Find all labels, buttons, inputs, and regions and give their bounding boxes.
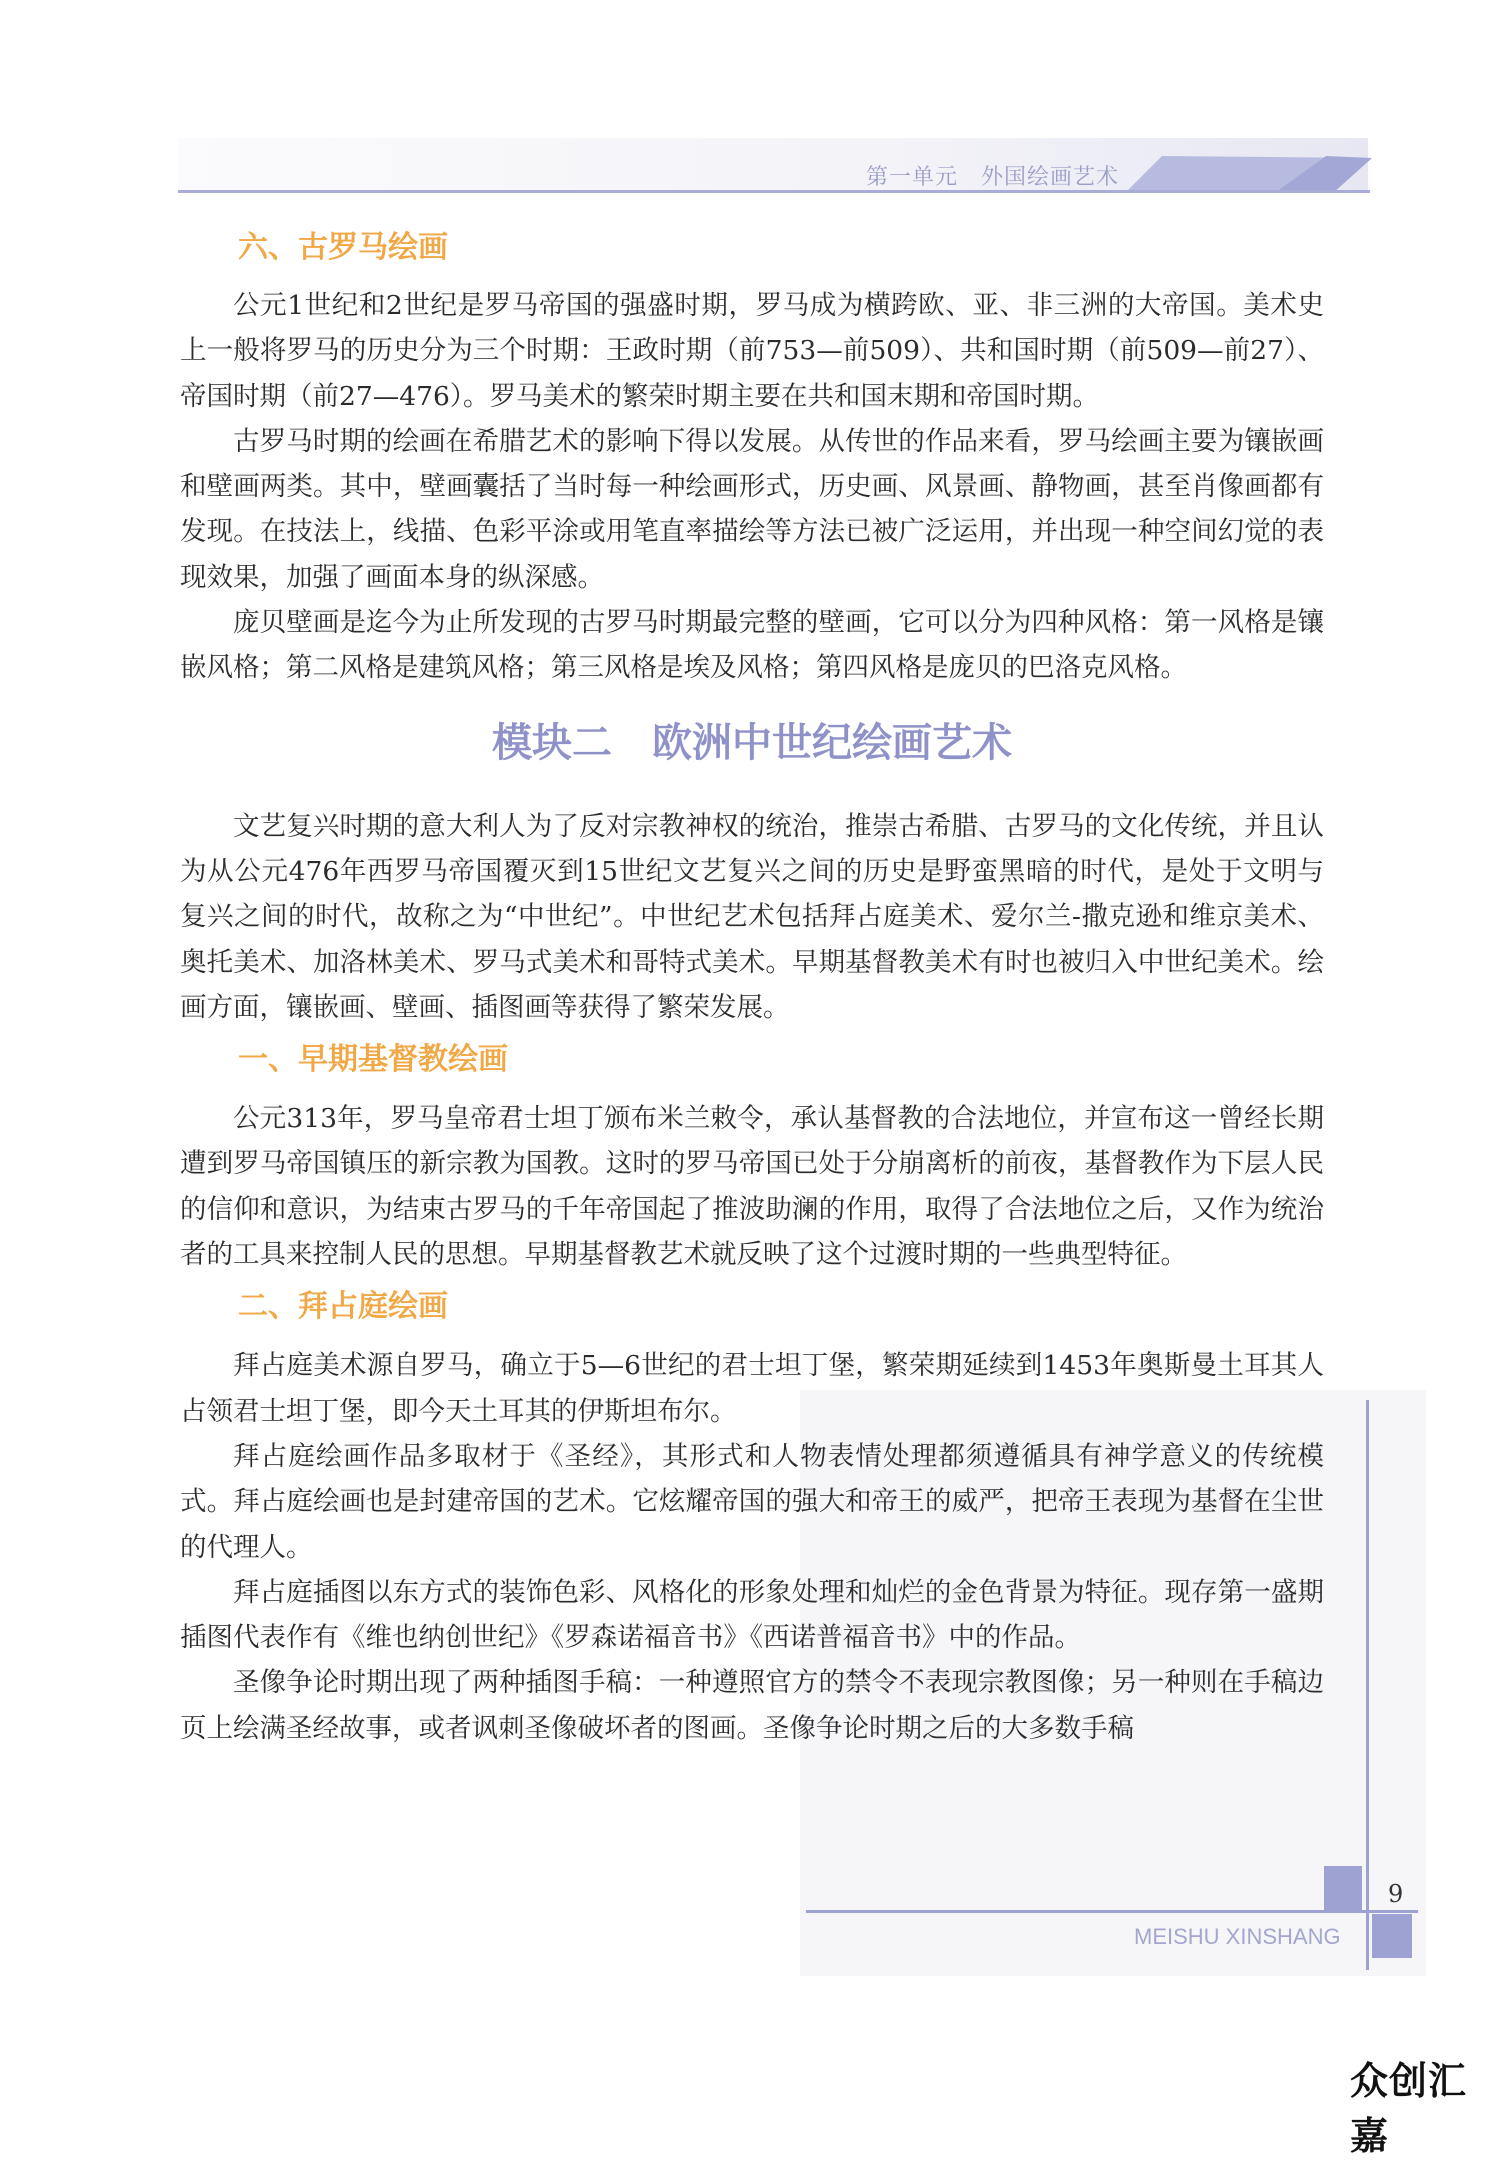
byzantine-paragraph-3: 拜占庭插图以东方式的装饰色彩、风格化的形象处理和灿烂的金色背景为特征。现存第一盛期插图代表作有《维也纳创世纪》《罗森诺福音书》《西诺普福音书》中的作品。 — [180, 1576, 1324, 1654]
section-heading-byzantine: 二、拜占庭绘画 — [238, 1289, 448, 1325]
early-christian-paragraph-1: 公元313年，罗马皇帝君士坦丁颁布米兰敕令，承认基督教的合法地位，并宣布这一曾经长期遭到罗马帝国镇压的新宗教为国教。这时的罗马帝国已处于分崩离析的前夜，基督教作为下层人民的信仰和意识，为结束古罗马的千年帝国起了推波助澜的作用，取得了合法地位之后，又作为统治者的工具来控制人民的思想。早期基督教艺术就反映了这个过渡时期的一些典型特征。 — [180, 1103, 1324, 1271]
byzantine-paragraph-2: 拜占庭绘画作品多取材于《圣经》，其形式和人物表情处理都须遵循具有神学意义的传统模式。拜占庭绘画也是封建帝国的艺术。它炫耀帝国的强大和帝王的威严，把帝王表现为基督在尘世的代理人。 — [180, 1440, 1324, 1563]
header-rule — [178, 190, 1370, 193]
rome-paragraph-3: 庞贝壁画是迄今为止所发现的古罗马时期最完整的壁画，它可以分为四种风格：第一风格是镶嵌风格；第二风格是建筑风格；第三风格是埃及风格；第四风格是庞贝的巴洛克风格。 — [180, 607, 1324, 684]
page-number: 9 — [1388, 1880, 1404, 1908]
corner-square-upper — [1324, 1866, 1362, 1910]
header-wedge-decoration — [1126, 156, 1372, 192]
byzantine-paragraph-1: 拜占庭美术源自罗马，确立于5—6世纪的君士坦丁堡，繁荣期延续到1453年奥斯曼土耳其人占领君士坦丁堡，即今天土耳其的伊斯坦布尔。 — [180, 1350, 1324, 1427]
footer-rule — [806, 1910, 1418, 1913]
module-intro-paragraph: 文艺复兴时期的意大利人为了反对宗教神权的统治，推崇古希腊、古罗马的文化传统，并且认为从公元476年西罗马帝国覆灭到15世纪文艺复兴之间的历史是野蛮黑暗的时代，是处于文明与复兴之间的时代，故称之为“中世纪”。中世纪艺术包括拜占庭美术、爱尔兰-撒克逊和维京美术、奥托美术、加洛林美术、罗马式美术和哥特式美术。早期基督教美术有时也被归入中世纪美术。绘画方面，镶嵌画、壁画、插图画等获得了繁荣发展。 — [180, 810, 1324, 1023]
module-title: 模块二 欧洲中世纪绘画艺术 — [492, 718, 1012, 766]
rome-paragraph-1: 公元1世纪和2世纪是罗马帝国的强盛时期，罗马成为横跨欧、亚、非三洲的大帝国。美术史上一般将罗马的历史分为三个时期：王政时期（前753—前509）、共和国时期（前509—前27）、帝国时期（前27—476）。罗马美术的繁荣时期主要在共和国末期和帝国时期。 — [180, 290, 1324, 412]
watermark-logo: 众创汇嘉 — [1350, 2059, 1468, 2158]
running-header-title: 第一单元 外国绘画艺术 — [866, 165, 1120, 190]
section-heading-early-christian: 一、早期基督教绘画 — [238, 1042, 508, 1078]
section-heading-rome: 六、古罗马绘画 — [238, 230, 448, 265]
corner-vertical-rule — [1366, 1400, 1369, 1970]
rome-paragraph-2: 古罗马时期的绘画在希腊艺术的影响下得以发展。从传世的作品来看，罗马绘画主要为镶嵌画和壁画两类。其中，壁画囊括了当时每一种绘画形式，历史画、风景画、静物画，甚至肖像画都有发现。在技法上，线描、色彩平涂或用笔直率描绘等方法已被广泛运用，并出现一种空间幻觉的表现效果，加强了画面本身的纵深感。 — [180, 425, 1324, 593]
byzantine-paragraph-4: 圣像争论时期出现了两种插图手稿：一种遵照官方的禁令不表现宗教图像；另一种则在手稿边页上绘满圣经故事，或者讽刺圣像破坏者的图画。圣像争论时期之后的大多数手稿 — [180, 1667, 1324, 1744]
series-title: MEISHU XINSHANG — [1134, 1924, 1341, 1949]
page-body — [180, 228, 1324, 1751]
corner-square-lower — [1372, 1914, 1412, 1958]
